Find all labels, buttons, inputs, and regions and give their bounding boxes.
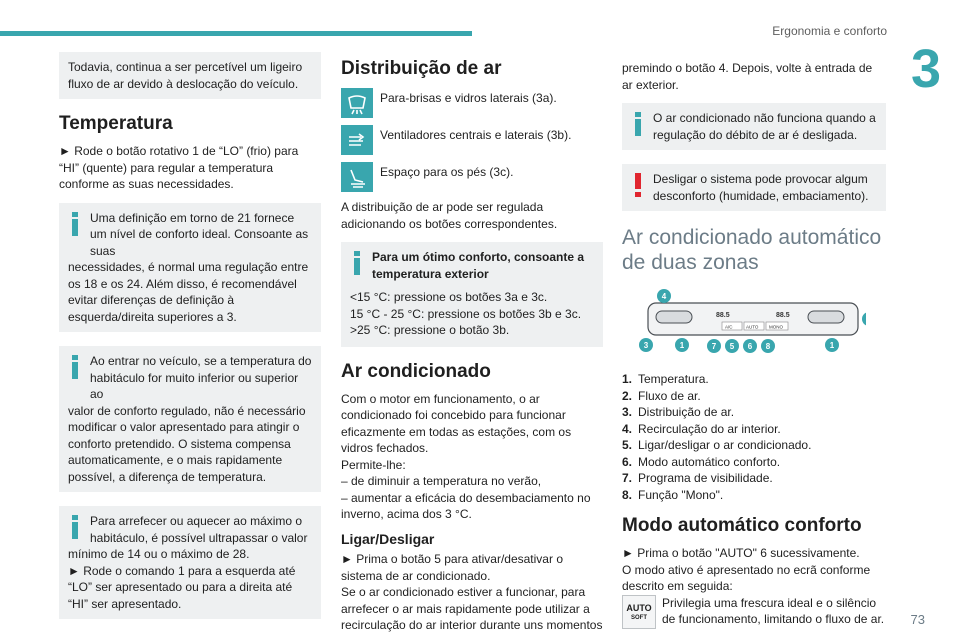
- display-right: 88.5: [776, 312, 790, 319]
- comfort-mode-heading: Modo automático conforto: [622, 515, 862, 536]
- dist-item-label: Espaço para os pés (3c).: [380, 165, 514, 179]
- auto-soft-icon: AUTO SOFT: [622, 595, 656, 629]
- dist-item: [341, 88, 603, 118]
- list-item: 4. Recirculação do ar interior.: [622, 421, 781, 436]
- windscreen-icon: [341, 88, 373, 118]
- auto-ac-heading: Ar condicionado automático de duas zonas: [622, 226, 882, 274]
- info-text: O ar condicionado não funciona quando a regulação do débito de ar é desligada.: [653, 111, 876, 142]
- info-box-ac: [622, 103, 886, 150]
- callout-3: 3: [643, 341, 649, 350]
- dist-item: [341, 125, 603, 155]
- info-rest: mínimo de 14 ou o máximo de 28.: [68, 547, 250, 561]
- center-vents-icon: [341, 125, 373, 155]
- auto-soft-text: Privilegia uma frescura ideal e o silêncio de funcionamento, limitando o fluxo de ar.: [662, 595, 885, 626]
- column-3: [622, 52, 886, 629]
- comfort-line: 15 °C - 25 °C: pressione os botões 3b e 3c.: [350, 306, 582, 321]
- info-rest: necessidades, é normal uma regulação entre os 18 e os 24. Além disso, é recomendável evitar diferenças de definição à esquerda/direita superiores a 3.: [68, 260, 309, 324]
- panel-button-auto: AUTO: [746, 324, 759, 330]
- list-item: 7. Programa de visibilidade.: [622, 471, 773, 485]
- info-lead: Ao entrar no veículo, se a temperatura do habitáculo for muito inferior ou superior ao: [90, 354, 312, 401]
- callout-4: 4: [661, 292, 667, 301]
- dist-item-label: Para-brisas e vidros laterais (3a).: [380, 91, 557, 105]
- info-box-comfort: [59, 203, 321, 333]
- continued-text: premindo o botão 4. Depois, volte à entrada de ar exterior.: [622, 61, 873, 92]
- list-item: 8. Função "Mono".: [622, 487, 724, 502]
- info-rest: ► Rode o comando 1 para a esquerda até “LO” ser apresentado ou para a direita até “HI” ser apresentado.: [68, 563, 296, 611]
- chapter-number: 3: [910, 39, 942, 99]
- climate-panel-svg: [626, 289, 866, 357]
- distribution-text: A distribuição de ar pode ser regulada adicionando os botões correspondentes.: [341, 200, 558, 231]
- temperature-heading: Temperatura: [59, 113, 173, 134]
- callout-7: 7: [711, 342, 717, 351]
- ac-bullet: – aumentar a eficácia do desembaciamento no inverno, acima dos 3 °C.: [341, 490, 591, 521]
- comfort-info-box: [341, 242, 603, 289]
- header-accent-bar: [0, 31, 472, 36]
- column-2: [341, 52, 603, 634]
- dist-item-label: Ventiladores centrais e laterais (3b).: [380, 128, 572, 142]
- warning-text: Desligar o sistema pode provocar algum desconforto (humidade, embaciamento).: [653, 172, 869, 203]
- callout-5: 5: [729, 342, 735, 351]
- column-1: [59, 52, 321, 633]
- ac-heading: Ar condicionado: [341, 360, 491, 382]
- temperature-text: ► Rode o botão rotativo 1 de “LO” (frio) para “HI” (quente) para regular a temperatura conforme as suas necessidades.: [59, 144, 299, 191]
- onoff-text: Se o ar condicionado estiver a funcionar, para arrefecer o ar mais rapidamente pode utilizar a recirculação do ar interior durante uns momentos: [341, 585, 603, 632]
- note-text: Todavia, continua a ser percetível um ligeiro fluxo de ar devido à deslocação do veículo.: [68, 60, 303, 91]
- list-item: 3. Distribuição de ar.: [622, 405, 735, 419]
- warning-box: [622, 164, 886, 211]
- comfort-line: >25 °C: pressione o botão 3b.: [350, 323, 510, 337]
- callout-1a: 1: [679, 341, 685, 350]
- list-item: 2. Fluxo de ar.: [622, 388, 701, 403]
- info-icon: [352, 251, 362, 275]
- info-box-entering: [59, 346, 321, 492]
- ac-text: Com o motor em funcionamento, o ar condicionado foi concebido para funcionar eficazmente em todas as estações, com os vidros fechados.: [341, 391, 572, 455]
- onoff-heading: Ligar/Desligar: [341, 530, 435, 547]
- dist-item: [341, 162, 603, 192]
- ac-allows: Permite-lhe:: [341, 457, 406, 472]
- info-icon: [633, 112, 643, 136]
- info-rest: valor de conforto regulado, não é necessário modificar o valor apresentado para atingir o conforto pretendido. O sistema compensa automaticamente, e o mais rapidamente possível, a diferença de temperatura.: [68, 403, 306, 484]
- comfort-line: <15 °C: pressione os botões 3a e 3c.: [350, 290, 548, 304]
- ac-bullet: – de diminuir a temperatura no verão,: [341, 474, 542, 488]
- footwell-icon: [341, 162, 373, 192]
- list-item: 6. Modo automático conforto.: [622, 454, 781, 469]
- info-lead: Uma definição em torno de 21 fornece um nível de conforto ideal. Consoante as suas: [90, 210, 309, 258]
- info-icon: [70, 355, 80, 379]
- climate-panel-illustration: [626, 289, 866, 357]
- panel-button-ac: A/C: [725, 324, 733, 330]
- info-lead: Para arrefecer ou aquecer ao máximo o habitáculo, é possível ultrapassar o valor: [90, 514, 308, 545]
- mode-text: O modo ativo é apresentado no ecrã conforme descrito em seguida:: [622, 562, 871, 593]
- mode-text: ► Prima o botão "AUTO" 6 sucessivamente.: [622, 546, 860, 560]
- info-icon: [70, 212, 80, 236]
- distribution-heading: Distribuição de ar: [341, 58, 502, 79]
- warning-icon: [633, 173, 643, 197]
- note-box: [59, 52, 321, 99]
- info-box-max: [59, 506, 321, 619]
- info-icon: [70, 515, 80, 539]
- legend-list: [622, 371, 886, 503]
- display-left: 88.5: [716, 312, 730, 319]
- comfort-lines: [341, 289, 603, 347]
- callout-1b: 1: [829, 341, 835, 350]
- auto-soft-row: [622, 595, 886, 629]
- panel-button-mono: MONO: [769, 324, 783, 330]
- comfort-box-title: Para um ótimo conforto, consoante a temperatura exterior: [372, 250, 585, 281]
- chapter-title: Ergonomia e conforto: [772, 24, 887, 38]
- page-number: 73: [910, 612, 925, 627]
- callout-6: 6: [747, 342, 753, 351]
- onoff-text: ► Prima o botão 5 para ativar/desativar o sistema de ar condicionado.: [341, 552, 563, 583]
- list-item: 1. Temperatura.: [622, 372, 709, 386]
- callout-8: 8: [765, 342, 771, 351]
- list-item: 5. Ligar/desligar o ar condicionado.: [622, 438, 812, 452]
